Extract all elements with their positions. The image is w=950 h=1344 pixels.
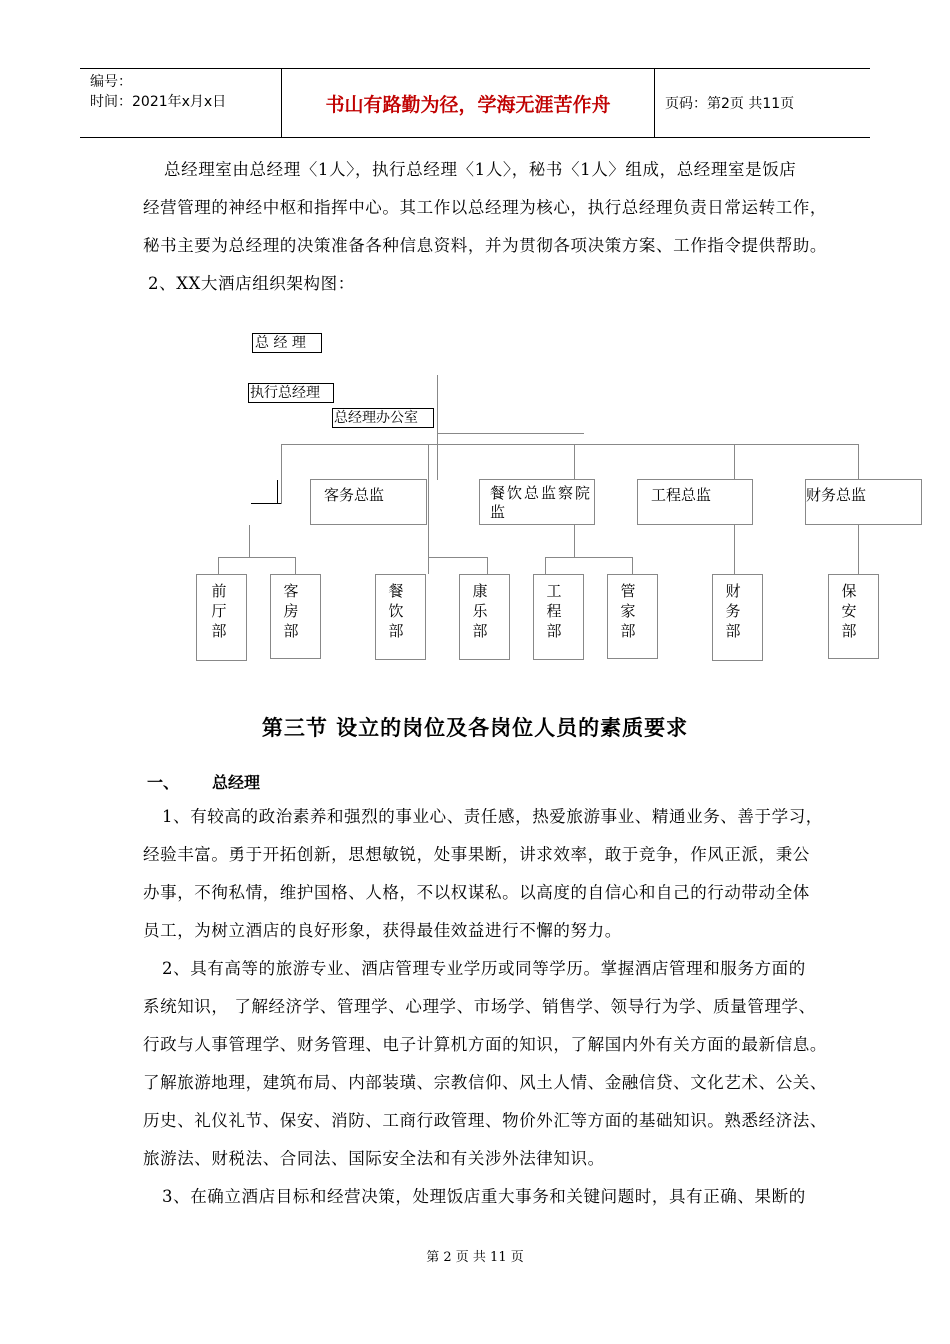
section-body [143, 798, 918, 1216]
dept-label: 前厅部 [211, 582, 227, 640]
connector-line [574, 525, 575, 557]
dept-label: 客房部 [283, 582, 299, 640]
org-dept-recreation [459, 574, 510, 660]
intro-line: 秘书主要为总经理的决策准备各种信息资料，并为贯彻各项决策方案、工作指令提供帮助。 [143, 236, 827, 255]
dept-label: 保安部 [841, 582, 857, 640]
body-line: 员工，为树立酒店的良好形象，获得最佳效益进行不懈的努力。 [143, 921, 622, 940]
header-motto: 书山有路勤为径，学海无涯苦作舟 [281, 69, 655, 137]
connector-line [428, 444, 429, 574]
connector-line [487, 557, 488, 574]
connector-line [437, 433, 584, 434]
connector-line [249, 525, 250, 557]
org-gm-office: 总经理办公室 [332, 408, 434, 428]
connector-line [218, 557, 219, 574]
body-line: 历史、礼仪礼节、保安、消防、工商行政管理、物价外汇等方面的基础知识。熟悉经济法、 [143, 1111, 827, 1130]
body-line: 行政与人事管理学、财务管理、电子计算机方面的知识，了解国内外有关方面的最新信息。 [143, 1035, 827, 1054]
connector-line [277, 480, 278, 504]
org-executive-gm: 执行总经理 [248, 383, 334, 403]
connector-line [281, 444, 858, 445]
org-chart-caption: 2、XX大酒店组织架构图： [148, 274, 355, 293]
body-line: 系统知识， 了解经济学、管理学、心理学、市场学、销售学、领导行为学、质量管理学、 [143, 997, 816, 1016]
connector-line [574, 444, 575, 479]
dept-label: 工程部 [546, 582, 562, 640]
connector-line [734, 444, 735, 479]
connector-line [858, 525, 859, 574]
body-line: 2、具有高等的旅游专业、酒店管理专业学历或同等学历。掌握酒店管理和服务方面的 [162, 959, 806, 978]
intro-line: 经营管理的神经中枢和指挥中心。其工作以总经理为核心，执行总经理负责日常运转工作， [143, 198, 827, 217]
dept-label: 财务部 [725, 582, 741, 640]
dept-label: 康乐部 [472, 582, 488, 640]
intro-line: 总经理室由总经理〈1人〉，执行总经理〈1人〉，秘书〈1人〉组成，总经理室是饭店 [164, 160, 797, 179]
page-footer: 第 2 页 共 11 页 [426, 1250, 524, 1265]
org-dept-housekeeping [270, 574, 321, 659]
org-dept-finance [712, 574, 763, 661]
dept-label: 餐饮部 [388, 582, 404, 640]
heading-text: 总经理 [212, 773, 261, 792]
org-director-finance: 财务总监 [805, 479, 922, 525]
connector-line [218, 557, 295, 558]
org-dept-front-office [196, 574, 247, 661]
org-dept-fnb [375, 574, 426, 660]
doc-date-label: 时间：2021年x月x日 [90, 94, 227, 110]
heading-number: 一、 [147, 773, 180, 792]
org-director-fnb: 餐饮总监察院监 [479, 479, 595, 525]
connector-line [428, 557, 488, 558]
org-director-engineering: 工程总监 [637, 479, 753, 525]
org-dept-security [828, 574, 879, 659]
connector-line [295, 557, 296, 574]
connector-line [281, 444, 282, 504]
body-line: 经验丰富。勇于开拓创新，思想敏锐，处事果断，讲求效率，敢于竞争，作风正派，秉公 [143, 845, 810, 864]
header-page-info: 页码：第2页 共11页 [665, 96, 795, 112]
body-line: 3、在确立酒店目标和经营决策，处理饭店重大事务和关键问题时，具有正确、果断的 [162, 1187, 806, 1206]
doc-number-label: 编号： [90, 74, 132, 90]
body-line: 1、有较高的政治素养和强烈的事业心、责任感，热爱旅游事业、精通业务、善于学习， [162, 807, 823, 826]
connector-line [632, 557, 633, 574]
body-line: 旅游法、财税法、合同法、国际安全法和有关涉外法律知识。 [143, 1149, 605, 1168]
dept-label: 管家部 [620, 582, 636, 640]
connector-line [437, 375, 438, 480]
connector-line [545, 557, 633, 558]
connector-line [734, 525, 735, 574]
body-line: 办事，不徇私情，维护国格、人格，不以权谋私。以高度的自信心和自己的行动带动全体 [143, 883, 810, 902]
org-dept-engineering [533, 574, 584, 660]
section-title: 第三节 设立的岗位及各岗位人员的素质要求 [261, 716, 689, 740]
org-dept-housekeeping-mgmt [607, 574, 658, 659]
connector-line [545, 557, 546, 574]
org-general-manager: 总 经 理 [252, 333, 322, 353]
connector-line [858, 444, 859, 479]
org-director-guest-services: 客务总监 [310, 479, 427, 525]
body-line: 了解旅游地理，建筑布局、内部装璜、宗教信仰、风土人情、金融信贷、文化艺术、公关、 [143, 1073, 827, 1092]
